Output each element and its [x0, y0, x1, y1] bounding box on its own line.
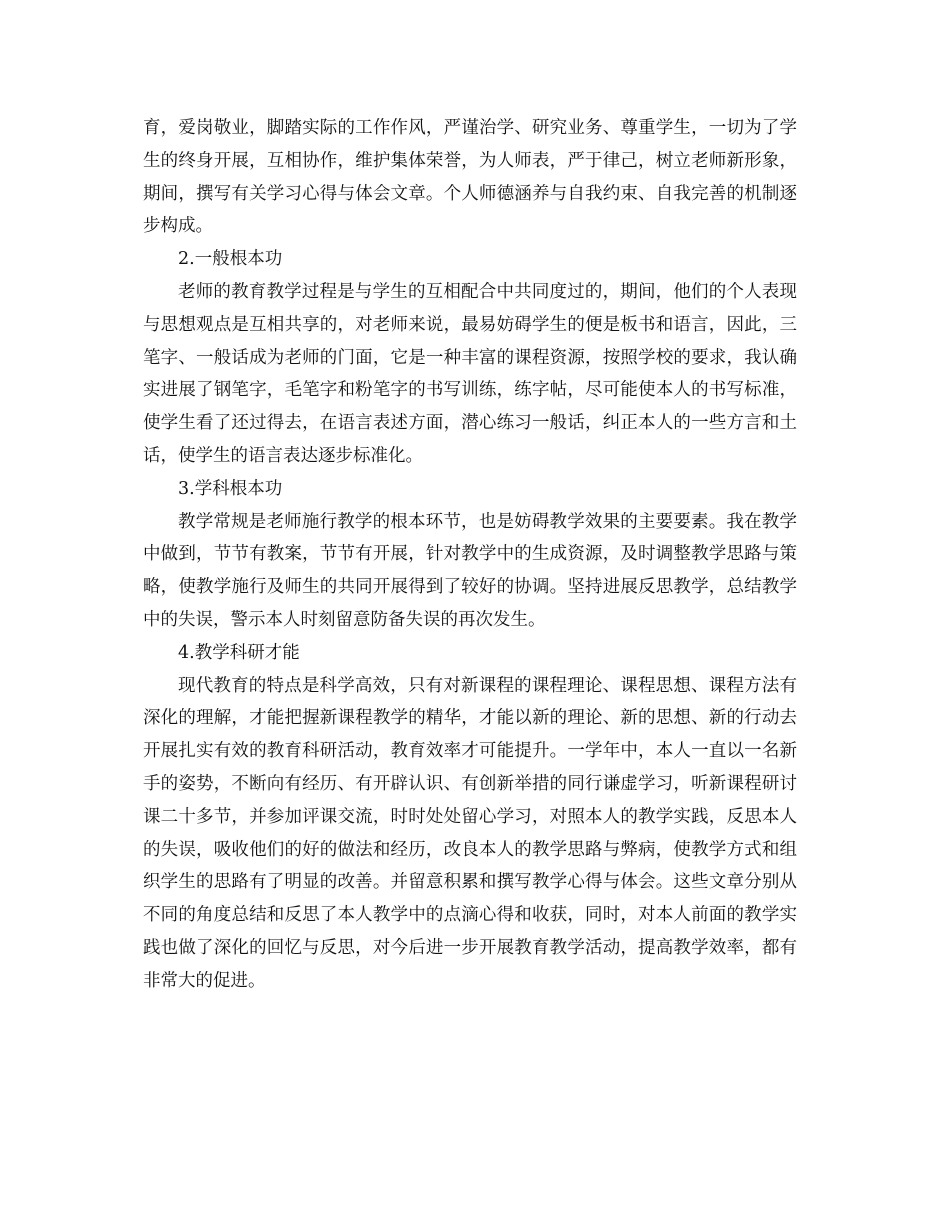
intro-paragraph: 育，爱岗敬业，脚踏实际的工作作风，严谨治学、研究业务、尊重学生，一切为了学生的终身开展，互相协作，维护集体荣誉，为人师表，严于律己，树立老师新形象，期间，撰写有关学习心得与体会文章。个人师德涵养与自我约束、自我完善的机制逐步构成。 — [143, 118, 797, 237]
document-body — [143, 112, 797, 998]
section-body-general-skills: 老师的教育教学过程是与学生的互相配合中共同度过的，期间，他们的个人表现与思想观点是互相共享的，对老师来说，最易妨碍学生的便是板书和语言，因此，三笔字、一般话成为老师的门面，它是一种丰富的课程资源，按照学校的要求，我认确实进展了钢笔字，毛笔字和粉笔字的书写训练，练字帖，尽可能使本人的书写标准，使学生看了还过得去，在语言表述方面，潜心练习一般话，纠正本人的一些方言和土话，使学生的语言表达逐步标准化。 — [143, 281, 797, 466]
section-heading-general-skills: 2.一般根本功 — [178, 249, 283, 270]
section-body-subject-skills: 教学常规是老师施行教学的根本环节，也是妨碍教学效果的主要要素。我在教学中做到，节节有教案，节节有开展，针对教学中的生成资源，及时调整教学思路与策略，使教学施行及师生的共同开展得到了较好的协调。坚持进展反思教学，总结教学中的失误，警示本人时刻留意防备失误的再次发生。 — [143, 511, 797, 630]
section-body-research-ability: 现代教育的特点是科学高效，只有对新课程的课程理论、课程思想、课程方法有深化的理解，才能把握新课程教学的精华，才能以新的理论、新的思想、新的行动去开展扎实有效的教育科研活动，教育效率才可能提升。一学年中，本人一直以一名新手的姿势，不断向有经历、有开辟认识、有创新举措的同行谦虚学习，听新课程研讨课二十多节，并参加评课交流，时时处处留心学习，对照本人的教学实践，反思本人的失误，吸收他们的好的做法和经历，改良本人的教学思路与弊病，使教学方式和组织学生的思路有了明显的改善。并留意积累和撰写教学心得与体会。这些文章分别从不同的角度总结和反思了本人教学中的点滴心得和收获，同时，对本人前面的教学实践也做了深化的回忆与反思，对今后进一步开展教育教学活动，提高教学效率，都有非常大的促进。 — [143, 675, 797, 991]
section-heading-subject-skills: 3.学科根本功 — [178, 478, 283, 499]
section-heading-research-ability: 4.教学科研才能 — [178, 642, 300, 663]
